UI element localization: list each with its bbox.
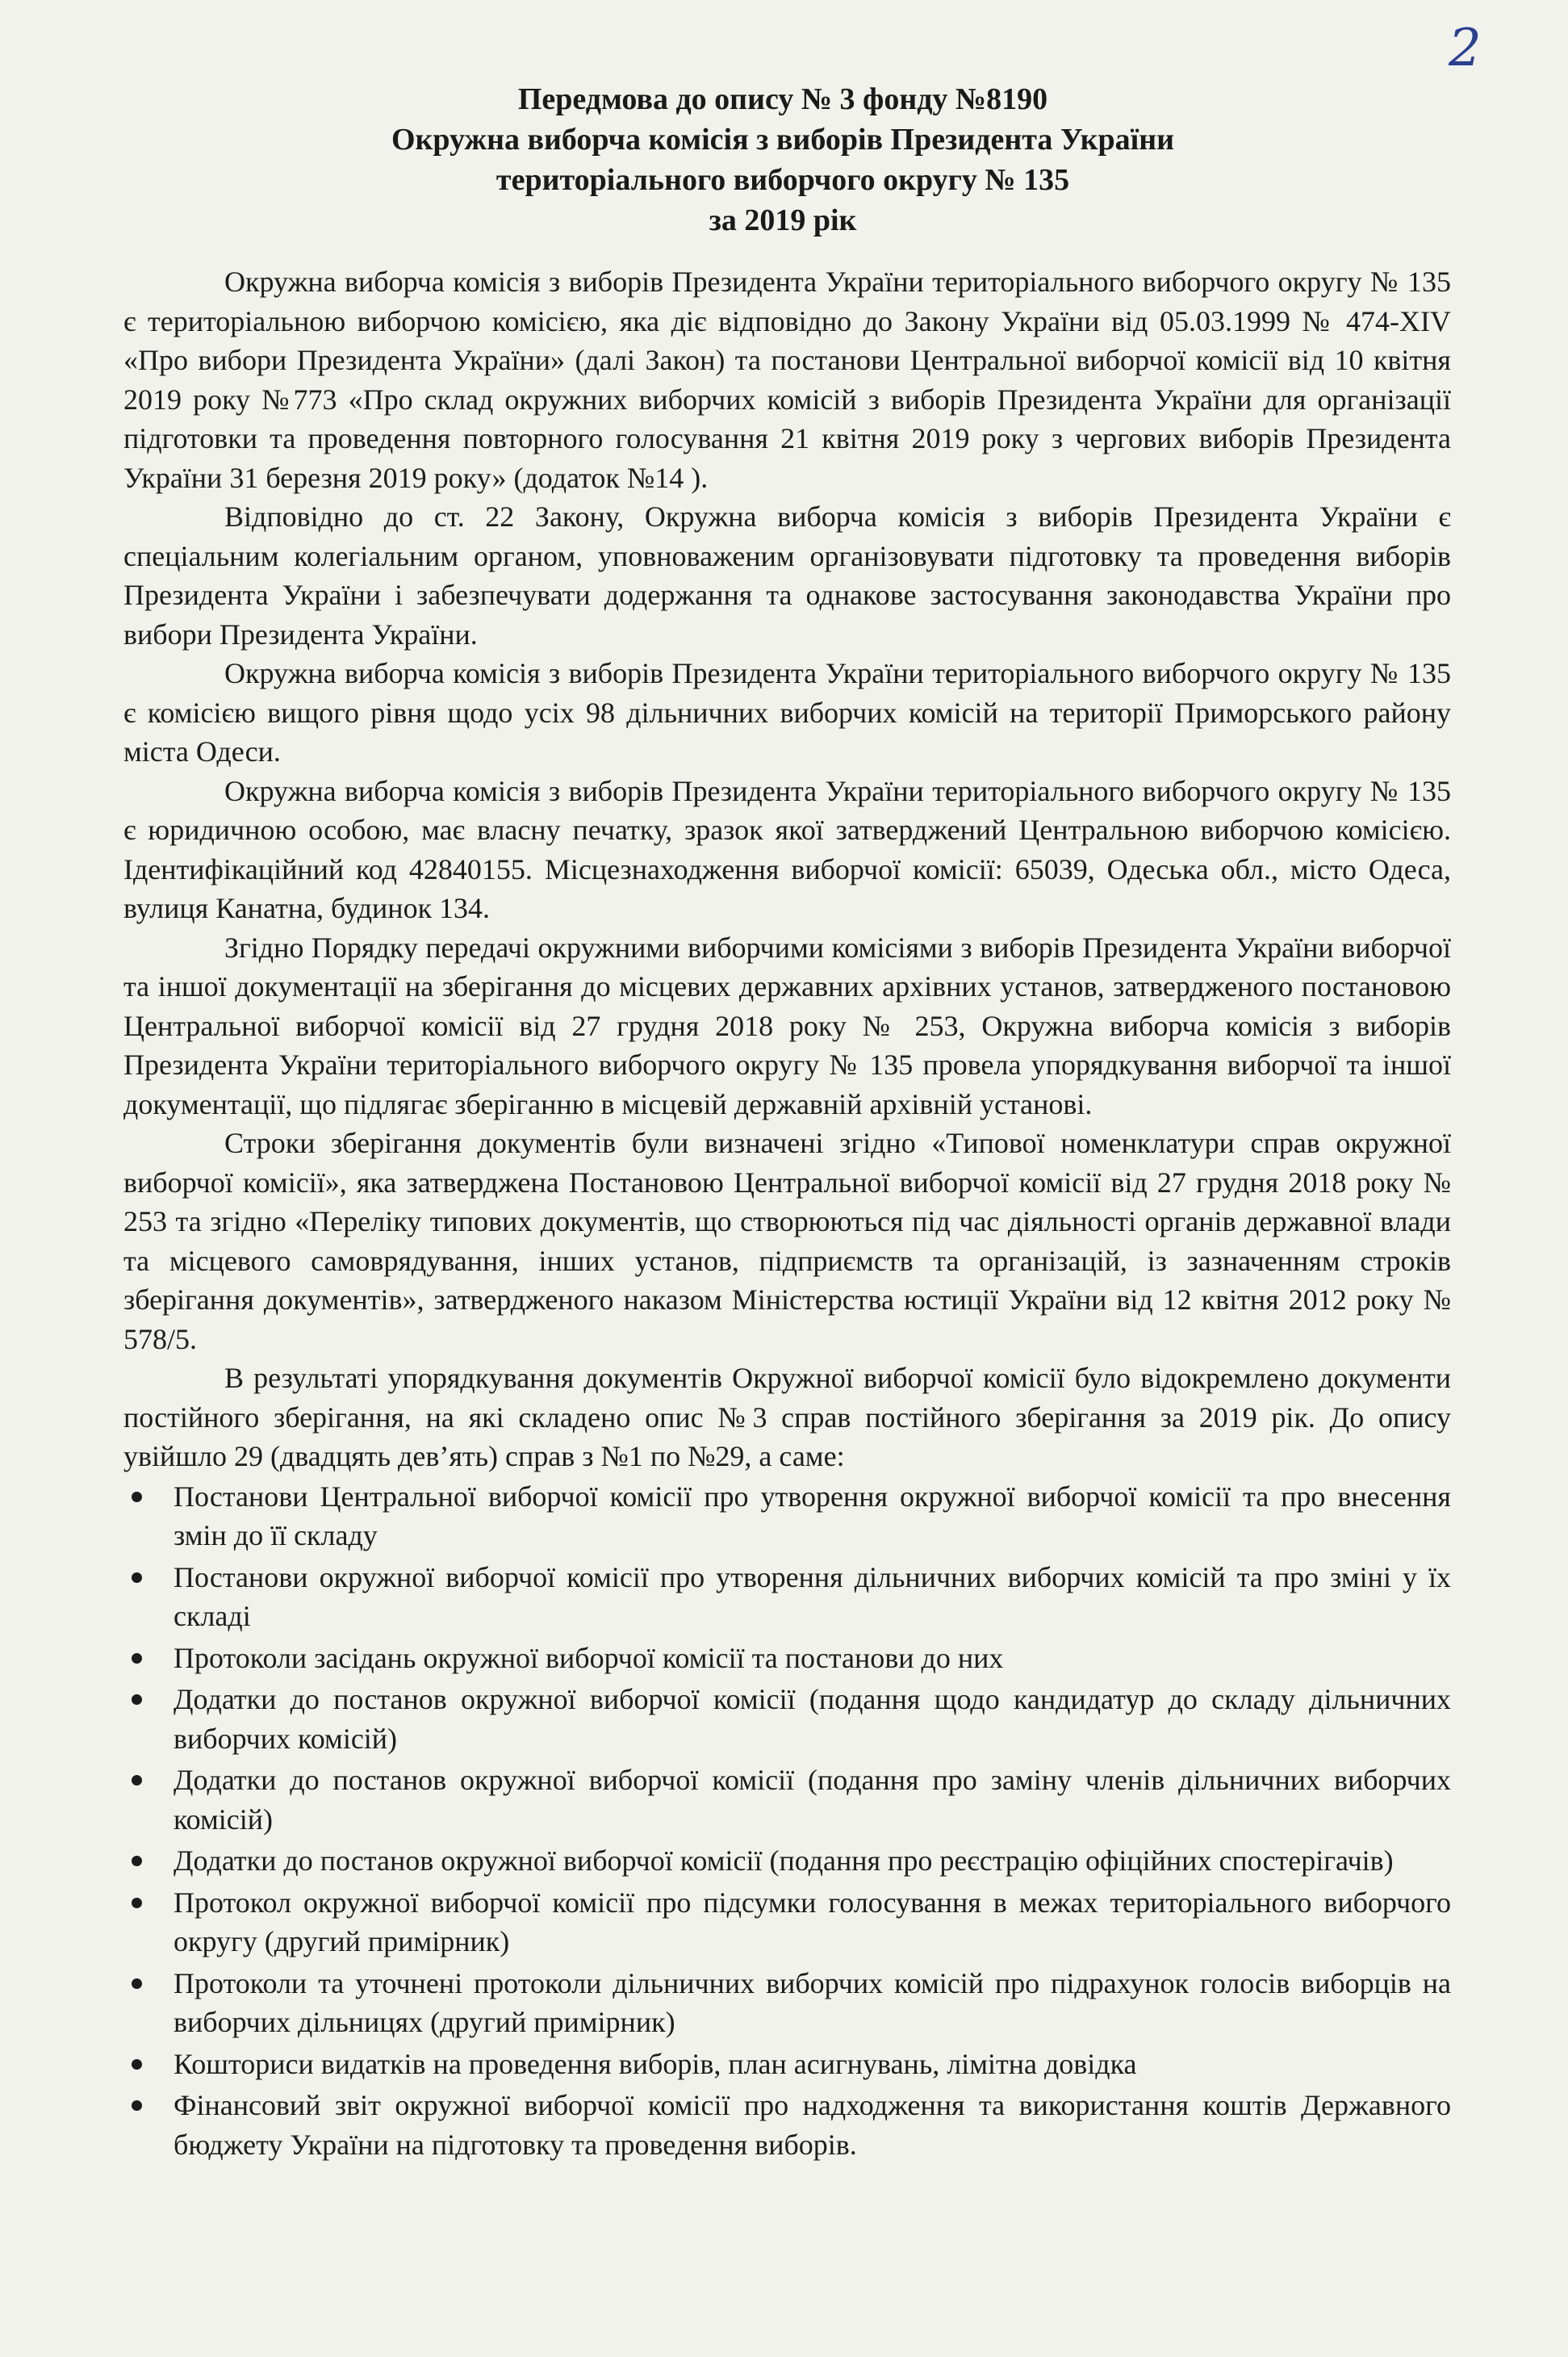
paragraph: Відповідно до ст. 22 Закону, Окружна виборча комісія з виборів Президента України є спеціальним колегіальним органом, уповноваженим організовувати підготовку та проведення виборів Президента України і забезпечувати додержання та однакове застосування законодавства України про вибори Президента України. — [123, 500, 1451, 651]
handwritten-page-number: 2 — [1449, 19, 1482, 78]
list-item — [123, 1841, 1451, 1881]
paragraph: Окружна виборча комісія з виборів Президента України територіального виборчого округу № 135 є комісією вищого рівня щодо усіх 98 дільничних виборчих комісій на території Приморського району міста Одеси. — [123, 657, 1451, 768]
bullet-icon — [132, 2059, 142, 2070]
bullet-icon — [132, 1572, 142, 1583]
paragraph: Згідно Порядку передачі окружними виборчими комісіями з виборів Президента України виборчої та іншої документації на зберігання до місцевих державних архівних установ, затвердженого постановою Центральної виборчої комісії від 27 грудня 2018 року № 253, Окружна виборча комісія з виборів Президента України територіального виборчого округу № 135 провела упорядкування виборчої та іншої документації, що підлягає зберіганню в місцевій державній архівній установі. — [123, 931, 1451, 1120]
list-item-text: Фінансовий звіт окружної виборчої комісії про надходження та використання коштів Державного бюджету України на підготовку та проведення виборів. — [174, 2089, 1451, 2161]
bullet-icon — [132, 2100, 142, 2111]
list-item — [123, 1639, 1451, 1678]
list-item-text: Додатки до постанов окружної виборчої комісії (подання про реєстрацію офіційних спостерігачів) — [174, 1844, 1394, 1877]
bullet-icon — [132, 1978, 142, 1989]
heading-line: за 2019 рік — [709, 203, 857, 237]
bullet-icon — [132, 1856, 142, 1866]
list-item — [123, 2086, 1451, 2164]
list-item-text: Додатки до постанов окружної виборчої комісії (подання щодо кандидатур до складу дільничних виборчих комісій) — [174, 1683, 1451, 1755]
document-body — [123, 262, 1451, 2164]
list-item — [123, 1760, 1451, 1839]
list-item-text: Постанови окружної виборчої комісії про утворення дільничних виборчих комісій та про зміні у їх складі — [174, 1560, 1451, 1632]
bullet-icon — [132, 1694, 142, 1705]
list-item — [123, 1883, 1451, 1961]
list-item-text: Додатки до постанов окружної виборчої комісії (подання про заміну членів дільничних виборчих комісій) — [174, 1764, 1451, 1836]
list-item-text: Кошториси видатків на проведення виборів, план асигнувань, лімітна довідка — [174, 2047, 1137, 2080]
list-item — [123, 1558, 1451, 1636]
document-heading — [242, 79, 1323, 241]
bullet-icon — [132, 1653, 142, 1664]
list-item — [123, 2045, 1451, 2084]
list-item-text: Протокол окружної виборчої комісії про підсумки голосування в межах територіального виборчого округу (другий примірник) — [174, 1886, 1451, 1957]
paragraph: Окружна виборча комісія з виборів Президента України територіального виборчого округу № 135 є територіальною виборчою комісією, яка діє відповідно до Закону України від 05.03.1999 № 474-XIV «Про вибори Президента України» (далі Закон) та постанови Центральної виборчої комісії від 10 квітня 2019 року №773 «Про склад окружних виборчих комісій з виборів Президента України для організації підготовки та проведення повторного голосування 21 квітня 2019 року з чергових виборів Президента України 31 березня 2019 року» (додаток №14 ). — [123, 266, 1451, 494]
list-item-text: Протоколи засідань окружної виборчої комісії та постанови до них — [174, 1641, 1004, 1674]
bullet-icon — [132, 1492, 142, 1502]
list-item-text: Протоколи та уточнені протоколи дільничних виборчих комісій про підрахунок голосів виборців на виборчих дільницях (другий примірник) — [174, 1966, 1451, 2038]
paragraph: Строки зберігання документів були визначені згідно «Типової номенклатури справ окружної виборчої комісії», яка затверджена Постановою Центральної виборчої комісії від 27 грудня 2018 року № 253 та згідно «Переліку типових документів, що створюються під час діяльності органів державної влади та місцевого самоврядування, інших установ, підприємств та організацій, із зазначенням строків зберігання документів», затвердженого наказом Міністерства юстиції України від 12 квітня 2012 року № 578/5. — [123, 1127, 1451, 1355]
bullet-icon — [132, 1898, 142, 1908]
paragraph: В результаті упорядкування документів Окружної виборчої комісії було відокремлено документи постійного зберігання, на які складено опис №3 справ постійного зберігання за 2019 рік. До опису увійшло 29 (двадцять дев’ять) справ з №1 по №29, а саме: — [123, 1362, 1451, 1472]
document-list — [123, 1477, 1451, 2165]
list-item-text: Постанови Центральної виборчої комісії про утворення окружної виборчої комісії та про внесення змін до її складу — [174, 1480, 1451, 1551]
heading-line: Передмова до опису № 3 фонду №8190 — [517, 82, 1048, 116]
heading-line: Окружна виборча комісія з виборів Президента України — [391, 123, 1175, 157]
list-item — [123, 1964, 1451, 2042]
heading-line: територіального виборчого округу № 135 — [495, 163, 1070, 197]
bullet-icon — [132, 1775, 142, 1786]
list-item — [123, 1477, 1451, 1555]
list-item — [123, 1680, 1451, 1758]
paragraph: Окружна виборча комісія з виборів Президента України територіального виборчого округу № 135 є юридичною особою, має власну печатку, зразок якої затверджений Центральною виборчою комісією. Ідентифікаційний код 42840155. Місцезнаходження виборчої комісії: 65039, Одеська обл., місто Одеса, вулиця Канатна, будинок 134. — [123, 774, 1451, 924]
